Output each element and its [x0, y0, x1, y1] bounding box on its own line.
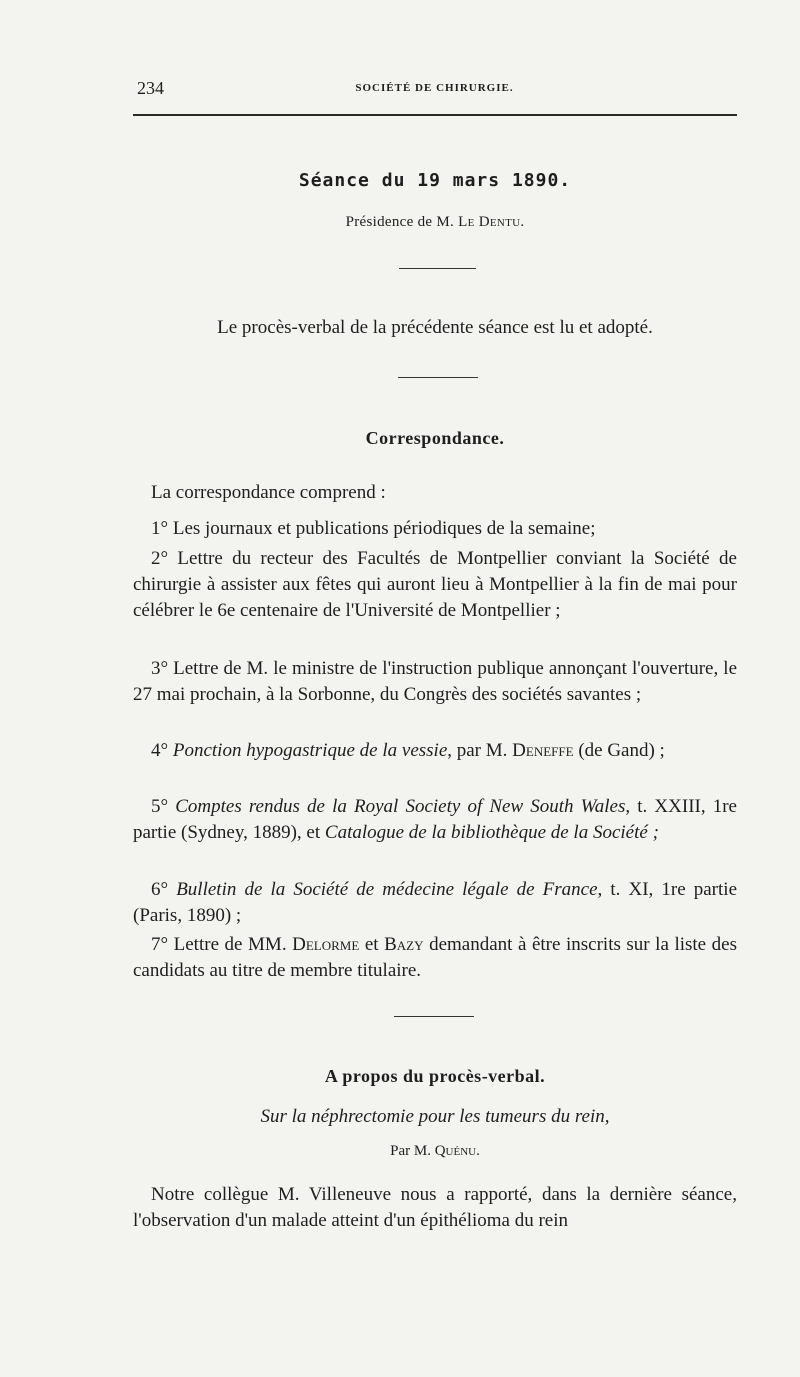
apropos-author: Quénu.	[434, 1143, 480, 1159]
apropos-author-line	[133, 1143, 737, 1160]
item-4-author: Deneffe	[512, 740, 574, 761]
item-4-rest: (de Gand) ;	[573, 740, 665, 761]
correspondance-item-1: 1° Les journaux et publications périodiques de la semaine;	[151, 518, 596, 539]
apropos-body: Notre collègue M. Villeneuve nous a rapporté, dans la dernière séance, l'observation d'un malade atteint d'un épithélioma du rein	[133, 1184, 737, 1231]
presidence-prefix: Présidence de M.	[345, 214, 459, 230]
item-7-author-2: Bazy	[384, 934, 424, 955]
apropos-author-prefix: Par M.	[390, 1143, 435, 1159]
item-6-number: 6°	[151, 879, 177, 900]
apropos-heading: A propos du procès-verbal.	[324, 1066, 546, 1086]
running-title: SOCIÉTÉ DE CHIRURGIE.	[355, 82, 514, 94]
correspondance-item-3: 3° Lettre de M. le ministre de l'instruction publique annonçant l'ouverture, le 27 mai prochain, à la Sorbonne, du Congrès des sociétés savantes ;	[133, 658, 737, 705]
item-5-title2: Catalogue de la bibliothèque de la Société ;	[324, 822, 659, 843]
correspondance-item-5	[133, 794, 737, 846]
item-4-by: , par M.	[447, 740, 513, 761]
item-4-number: 4°	[151, 740, 173, 761]
correspondance-item-6	[133, 877, 737, 929]
seance-title: Séance du 19 mars 1890.	[298, 170, 572, 191]
item-7-pre: 7° Lettre de MM.	[151, 934, 293, 955]
correspondance-item-4	[133, 738, 737, 764]
correspondance-item-7	[133, 932, 737, 984]
item-5-mid: , t. XXIII, 1re partie (Sydney, 1889), et	[133, 796, 737, 843]
header-rule	[133, 114, 737, 116]
apropos-subtitle: Sur la néphrectomie pour les tumeurs du rein,	[260, 1106, 610, 1127]
divider-rule	[399, 268, 476, 269]
proces-verbal-text: Le procès-verbal de la précédente séance est lu et adopté.	[217, 317, 653, 338]
item-7-mid: et	[359, 934, 385, 955]
item-6-rest: , t. XI, 1re partie (Paris, 1890) ;	[133, 879, 737, 926]
president-name: Le Dentu.	[458, 214, 525, 230]
presidence-line	[133, 214, 737, 231]
item-4-title: Ponction hypogastrique de la vessie	[172, 740, 448, 761]
item-7-author-1: Delorme	[292, 934, 360, 955]
item-5-number: 5°	[151, 796, 176, 817]
item-6-title: Bulletin de la Société de médecine légale de France	[176, 879, 598, 900]
divider-rule	[394, 1016, 474, 1017]
item-5-title: Comptes rendus de la Royal Society of New South Wales	[175, 796, 626, 817]
page-number: 234	[137, 78, 164, 98]
correspondance-heading: Correspondance.	[365, 428, 505, 448]
item-7-rest: demandant à être inscrits sur la liste des candidats au titre de membre titulaire.	[133, 934, 737, 981]
correspondance-intro: La correspondance comprend :	[151, 482, 386, 503]
correspondance-item-2: 2° Lettre du recteur des Facultés de Montpellier conviant la Société de chirurgie à assister aux fêtes qui auront lieu à Montpellier à la fin de mai pour célébrer le 6e centenaire de l'Université de Montpellier ;	[133, 548, 737, 621]
running-header	[133, 78, 736, 100]
divider-rule	[398, 377, 478, 378]
